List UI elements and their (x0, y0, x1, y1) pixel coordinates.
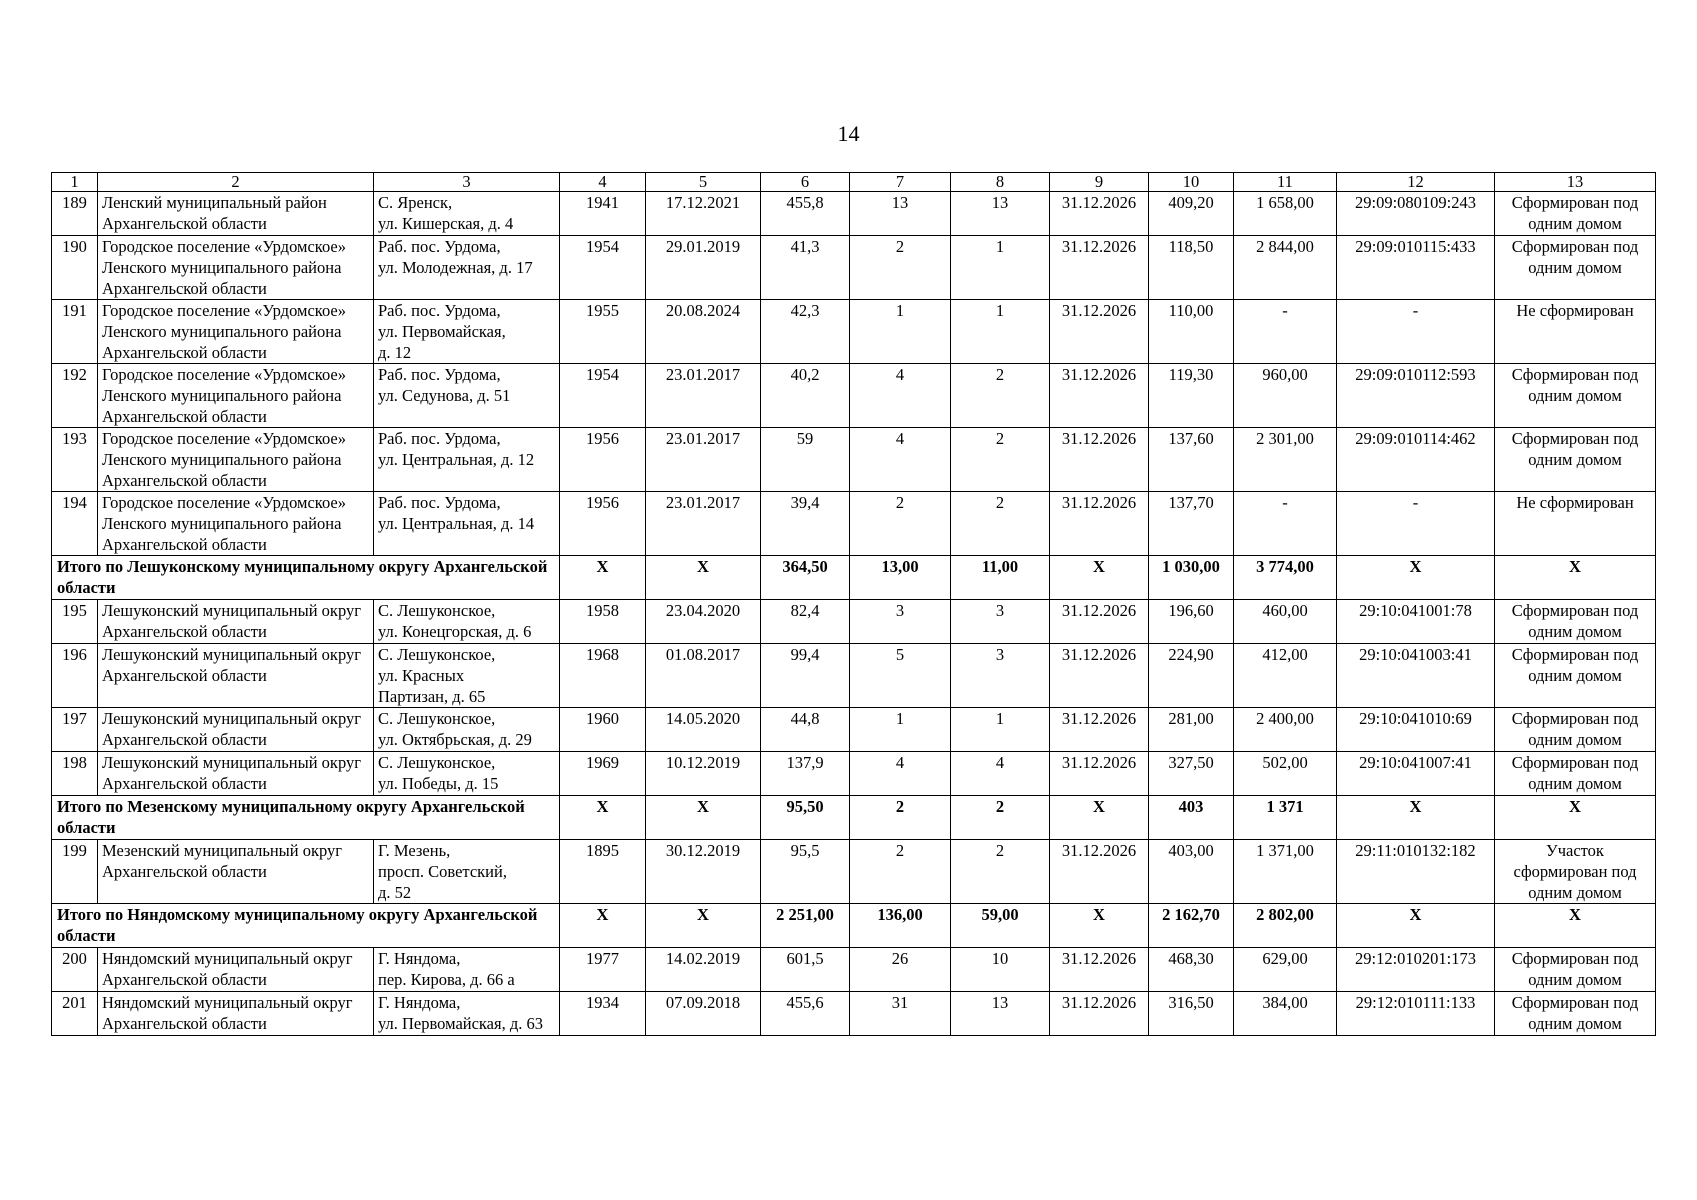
table-cell: 455,8 (761, 192, 850, 236)
subtotal-cell: X (1495, 556, 1656, 600)
table-cell: 29:10:041010:69 (1337, 708, 1495, 752)
table-cell: 384,00 (1234, 992, 1337, 1036)
table-cell: 31.12.2026 (1050, 428, 1149, 492)
table-cell: 17.12.2021 (646, 192, 761, 236)
table-cell: 1 371,00 (1234, 840, 1337, 904)
table-cell: Сформирован под одним домом (1495, 236, 1656, 300)
table-cell: 40,2 (761, 364, 850, 428)
table-cell: 4 (850, 428, 951, 492)
table-cell: 2 (951, 492, 1050, 556)
table-cell: 1960 (560, 708, 646, 752)
subtotal-cell: 1 371 (1234, 796, 1337, 840)
table-cell: 412,00 (1234, 644, 1337, 708)
table-cell: Ленский муниципальный район Архангельской области (98, 192, 374, 236)
table-cell: 1954 (560, 236, 646, 300)
table-cell: 1 (850, 708, 951, 752)
table-row (52, 428, 1656, 492)
table-cell: 29:09:080109:243 (1337, 192, 1495, 236)
table-cell: 31.12.2026 (1050, 300, 1149, 364)
column-number-header: 6 (761, 173, 850, 192)
table-cell: 1956 (560, 428, 646, 492)
table-cell: 23.01.2017 (646, 364, 761, 428)
table-cell: Сформирован под одним домом (1495, 364, 1656, 428)
table-cell: Участок сформирован под одним домом (1495, 840, 1656, 904)
table-cell: 29:12:010111:133 (1337, 992, 1495, 1036)
table-cell: Мезенский муниципальный округ Архангельской области (98, 840, 374, 904)
subtotal-cell: X (1050, 556, 1149, 600)
column-number-header: 4 (560, 173, 646, 192)
table-cell: 29:09:010115:433 (1337, 236, 1495, 300)
table-cell: 39,4 (761, 492, 850, 556)
table-cell: 2 (850, 840, 951, 904)
table-cell: 29:10:041007:41 (1337, 752, 1495, 796)
table-cell: 1968 (560, 644, 646, 708)
table-cell: 14.02.2019 (646, 948, 761, 992)
column-number-header: 12 (1337, 173, 1495, 192)
subtotal-label: Итого по Лешуконскому муниципальному округу Архангельской области (52, 556, 560, 600)
subtotal-cell: X (560, 556, 646, 600)
table-cell: 44,8 (761, 708, 850, 752)
table-row (52, 192, 1656, 236)
table-cell: 31.12.2026 (1050, 644, 1149, 708)
table-cell: 13 (951, 192, 1050, 236)
table-row (52, 236, 1656, 300)
subtotal-cell: X (1495, 796, 1656, 840)
table-cell: 2 400,00 (1234, 708, 1337, 752)
table-cell: 31.12.2026 (1050, 600, 1149, 644)
table-cell: Раб. пос. Урдома, ул. Центральная, д. 14 (374, 492, 560, 556)
table-cell: 99,4 (761, 644, 850, 708)
table-cell: 07.09.2018 (646, 992, 761, 1036)
subtotal-cell: 403 (1149, 796, 1234, 840)
table-cell: 281,00 (1149, 708, 1234, 752)
table-cell: 118,50 (1149, 236, 1234, 300)
table-cell: 29:12:010201:173 (1337, 948, 1495, 992)
table-cell: Лешуконский муниципальный округ Архангельской области (98, 708, 374, 752)
table-cell: 10 (951, 948, 1050, 992)
table-cell: 31.12.2026 (1050, 992, 1149, 1036)
table-cell: 197 (52, 708, 98, 752)
table-cell: 13 (951, 992, 1050, 1036)
table-cell: Няндомский муниципальный округ Архангельской области (98, 992, 374, 1036)
table-cell: 468,30 (1149, 948, 1234, 992)
table-cell: 403,00 (1149, 840, 1234, 904)
table-cell: 2 301,00 (1234, 428, 1337, 492)
table-cell: 01.08.2017 (646, 644, 761, 708)
table-cell: 31.12.2026 (1050, 236, 1149, 300)
table-cell: Г. Няндома, пер. Кирова, д. 66 а (374, 948, 560, 992)
table-row (52, 364, 1656, 428)
table-cell: 327,50 (1149, 752, 1234, 796)
table-cell: 3 (951, 600, 1050, 644)
table-cell: Раб. пос. Урдома, ул. Центральная, д. 12 (374, 428, 560, 492)
table-cell: 2 844,00 (1234, 236, 1337, 300)
table-cell: 1977 (560, 948, 646, 992)
table-cell: 137,70 (1149, 492, 1234, 556)
table-row (52, 644, 1656, 708)
table-row (52, 600, 1656, 644)
column-number-header: 13 (1495, 173, 1656, 192)
table-cell: Сформирован под одним домом (1495, 708, 1656, 752)
subtotal-cell: 2 162,70 (1149, 904, 1234, 948)
column-number-header: 11 (1234, 173, 1337, 192)
subtotal-cell: 1 030,00 (1149, 556, 1234, 600)
table-cell: 30.12.2019 (646, 840, 761, 904)
table-cell: 31.12.2026 (1050, 840, 1149, 904)
table-cell: Сформирован под одним домом (1495, 752, 1656, 796)
table-cell: 31.12.2026 (1050, 948, 1149, 992)
table-cell: 224,90 (1149, 644, 1234, 708)
table-cell: 1958 (560, 600, 646, 644)
subtotal-cell: X (1337, 796, 1495, 840)
subtotal-cell: 13,00 (850, 556, 951, 600)
table-cell: 196 (52, 644, 98, 708)
page-number: 14 (837, 121, 860, 146)
subtotal-label: Итого по Мезенскому муниципальному округу Архангельской области (52, 796, 560, 840)
table-cell: Г. Няндома, ул. Первомайская, д. 63 (374, 992, 560, 1036)
table-cell: 2 (850, 236, 951, 300)
subtotal-cell: 95,50 (761, 796, 850, 840)
table-cell: 192 (52, 364, 98, 428)
table-cell: 23.04.2020 (646, 600, 761, 644)
subtotal-cell: 136,00 (850, 904, 951, 948)
table-cell: С. Лешуконское, ул. Победы, д. 15 (374, 752, 560, 796)
table-cell: 2 (951, 840, 1050, 904)
subtotal-cell: 11,00 (951, 556, 1050, 600)
table-cell: 2 (850, 492, 951, 556)
table-cell: 31.12.2026 (1050, 192, 1149, 236)
table-cell: Раб. пос. Урдома, ул. Первомайская, д. 12 (374, 300, 560, 364)
subtotal-cell: X (1495, 904, 1656, 948)
table-cell: Раб. пос. Урдома, ул. Седунова, д. 51 (374, 364, 560, 428)
table-cell: Лешуконский муниципальный округ Архангельской области (98, 752, 374, 796)
column-number-header: 5 (646, 173, 761, 192)
table-cell: 1 (951, 300, 1050, 364)
table-cell: Сформирован под одним домом (1495, 192, 1656, 236)
table-cell: Городское поселение «Урдомское» Ленского муниципального района Архангельской области (98, 236, 374, 300)
table-cell: 13 (850, 192, 951, 236)
table-cell: 10.12.2019 (646, 752, 761, 796)
table-cell: Няндомский муниципальный округ Архангельской области (98, 948, 374, 992)
table-cell: Лешуконский муниципальный округ Архангельской области (98, 600, 374, 644)
subtotal-row (52, 556, 1656, 600)
table-cell: - (1337, 492, 1495, 556)
table-cell: 502,00 (1234, 752, 1337, 796)
subtotal-cell: X (1050, 904, 1149, 948)
table-cell: 31.12.2026 (1050, 492, 1149, 556)
table-cell: С. Лешуконское, ул. Октябрьская, д. 29 (374, 708, 560, 752)
subtotal-cell: 2 (850, 796, 951, 840)
table-cell: Городское поселение «Урдомское» Ленского муниципального района Архангельской области (98, 364, 374, 428)
table-cell: Не сформирован (1495, 300, 1656, 364)
subtotal-cell: X (646, 556, 761, 600)
table-cell: 4 (850, 752, 951, 796)
table-cell: Городское поселение «Урдомское» Ленского муниципального района Архангельской области (98, 300, 374, 364)
table-cell: 14.05.2020 (646, 708, 761, 752)
subtotal-cell: 2 251,00 (761, 904, 850, 948)
table-row (52, 752, 1656, 796)
table-cell: 190 (52, 236, 98, 300)
table-cell: 198 (52, 752, 98, 796)
table-cell: 1955 (560, 300, 646, 364)
table-cell: 1 (850, 300, 951, 364)
table-cell: 316,50 (1149, 992, 1234, 1036)
table-cell: 29:10:041001:78 (1337, 600, 1495, 644)
table-cell: 59 (761, 428, 850, 492)
table-cell: 29.01.2019 (646, 236, 761, 300)
table-row (52, 840, 1656, 904)
subtotal-cell: X (1337, 904, 1495, 948)
subtotal-cell: X (560, 796, 646, 840)
table-cell: 199 (52, 840, 98, 904)
table-cell: Г. Мезень, просп. Советский, д. 52 (374, 840, 560, 904)
table-cell: Сформирован под одним домом (1495, 428, 1656, 492)
table-cell: 194 (52, 492, 98, 556)
table-cell: 1 (951, 236, 1050, 300)
table-row (52, 992, 1656, 1036)
table-cell: 1 (951, 708, 1050, 752)
table-cell: 26 (850, 948, 951, 992)
table-row (52, 300, 1656, 364)
subtotal-cell: X (560, 904, 646, 948)
table-cell: Сформирован под одним домом (1495, 948, 1656, 992)
table-cell: 23.01.2017 (646, 428, 761, 492)
subtotal-cell: 59,00 (951, 904, 1050, 948)
table-cell: 41,3 (761, 236, 850, 300)
table-cell: 29:09:010114:462 (1337, 428, 1495, 492)
table-cell: 1 658,00 (1234, 192, 1337, 236)
column-number-header: 9 (1050, 173, 1149, 192)
table-cell: 460,00 (1234, 600, 1337, 644)
table-cell: 196,60 (1149, 600, 1234, 644)
subtotal-cell: X (646, 904, 761, 948)
table-cell: Городское поселение «Урдомское» Ленского муниципального района Архангельской области (98, 492, 374, 556)
column-number-header-row (52, 173, 1656, 192)
table-cell: 191 (52, 300, 98, 364)
table-row (52, 708, 1656, 752)
table-row (52, 948, 1656, 992)
table-cell: 82,4 (761, 600, 850, 644)
table-cell: 1954 (560, 364, 646, 428)
table-cell: С. Лешуконское, ул. Красных Партизан, д. 65 (374, 644, 560, 708)
subtotal-cell: 3 774,00 (1234, 556, 1337, 600)
column-number-header: 2 (98, 173, 374, 192)
table-cell: 4 (951, 752, 1050, 796)
subtotal-cell: 364,50 (761, 556, 850, 600)
table-cell: 193 (52, 428, 98, 492)
table-cell: Лешуконский муниципальный округ Архангельской области (98, 644, 374, 708)
table-cell: 1895 (560, 840, 646, 904)
table-cell: 95,5 (761, 840, 850, 904)
table-cell: 137,60 (1149, 428, 1234, 492)
table-cell: 2 (951, 428, 1050, 492)
table-cell: 960,00 (1234, 364, 1337, 428)
subtotal-cell: X (1050, 796, 1149, 840)
table-cell: 42,3 (761, 300, 850, 364)
column-number-header: 10 (1149, 173, 1234, 192)
table-cell: С. Яренск, ул. Кишерская, д. 4 (374, 192, 560, 236)
table-cell: 4 (850, 364, 951, 428)
table-cell: 110,00 (1149, 300, 1234, 364)
table-row (52, 492, 1656, 556)
table-cell: 409,20 (1149, 192, 1234, 236)
column-number-header: 7 (850, 173, 951, 192)
table-cell: 31.12.2026 (1050, 364, 1149, 428)
table-cell: 200 (52, 948, 98, 992)
table-cell: 1969 (560, 752, 646, 796)
table-cell: Сформирован под одним домом (1495, 644, 1656, 708)
table-cell: 601,5 (761, 948, 850, 992)
table-cell: 455,6 (761, 992, 850, 1036)
table-cell: 23.01.2017 (646, 492, 761, 556)
table-cell: 20.08.2024 (646, 300, 761, 364)
table-cell: - (1337, 300, 1495, 364)
table-cell: 119,30 (1149, 364, 1234, 428)
table-cell: 137,9 (761, 752, 850, 796)
table-cell: Сформирован под одним домом (1495, 992, 1656, 1036)
subtotal-cell: 2 802,00 (1234, 904, 1337, 948)
column-number-header: 8 (951, 173, 1050, 192)
subtotal-row (52, 904, 1656, 948)
subtotal-cell: X (646, 796, 761, 840)
table-cell: 189 (52, 192, 98, 236)
housing-registry-table (51, 172, 1656, 1036)
table-cell: 5 (850, 644, 951, 708)
subtotal-row (52, 796, 1656, 840)
subtotal-cell: X (1337, 556, 1495, 600)
subtotal-cell: 2 (951, 796, 1050, 840)
table-cell: 29:09:010112:593 (1337, 364, 1495, 428)
column-number-header: 3 (374, 173, 560, 192)
column-number-header: 1 (52, 173, 98, 192)
table-cell: 2 (951, 364, 1050, 428)
table-cell: Раб. пос. Урдома, ул. Молодежная, д. 17 (374, 236, 560, 300)
table-cell: 3 (951, 644, 1050, 708)
table-cell: 1956 (560, 492, 646, 556)
table-cell: - (1234, 300, 1337, 364)
table-cell: С. Лешуконское, ул. Конецгорская, д. 6 (374, 600, 560, 644)
subtotal-label: Итого по Няндомскому муниципальному округу Архангельской области (52, 904, 560, 948)
table-cell: - (1234, 492, 1337, 556)
table-cell: 31 (850, 992, 951, 1036)
table-cell: 1941 (560, 192, 646, 236)
table-cell: Не сформирован (1495, 492, 1656, 556)
table-cell: 1934 (560, 992, 646, 1036)
table-cell: 29:10:041003:41 (1337, 644, 1495, 708)
table-cell: 629,00 (1234, 948, 1337, 992)
table-cell: 29:11:010132:182 (1337, 840, 1495, 904)
table-cell: 3 (850, 600, 951, 644)
table-cell: Сформирован под одним домом (1495, 600, 1656, 644)
table-cell: 195 (52, 600, 98, 644)
table-cell: 31.12.2026 (1050, 752, 1149, 796)
table-cell: 201 (52, 992, 98, 1036)
table-cell: 31.12.2026 (1050, 708, 1149, 752)
table-cell: Городское поселение «Урдомское» Ленского муниципального района Архангельской области (98, 428, 374, 492)
